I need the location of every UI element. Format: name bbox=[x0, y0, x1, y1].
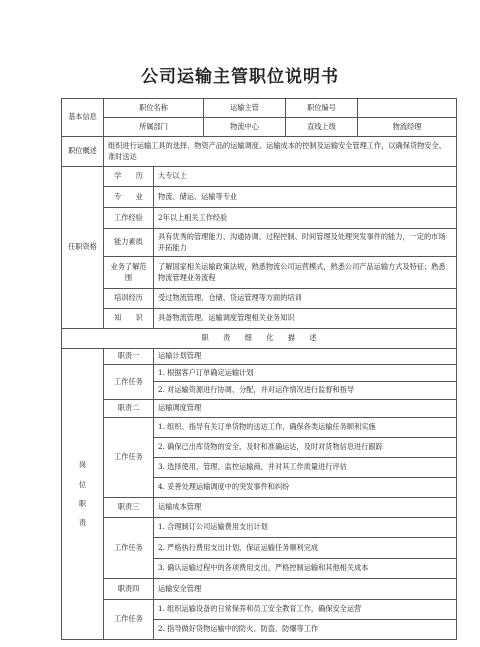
duties-label bbox=[62, 349, 104, 640]
duty-task: 1. 根据客户订单确定运输计划 bbox=[154, 365, 457, 382]
job-description-table bbox=[61, 98, 457, 640]
duty-task: 2. 严格执行费用支出计划，保证运输任务顺利完成 bbox=[154, 538, 457, 559]
qual-row-label: 业务了解范围 bbox=[104, 257, 154, 289]
duties-label-char: 位 bbox=[78, 479, 87, 489]
duty-task: 2. 确保已出库货物的安全、及时和准确运达，及时对货物信息进行跟踪 bbox=[154, 438, 457, 458]
duty-task: 1. 合理制订公司运输费用支出计划 bbox=[154, 518, 457, 538]
duty-label: 职责二 bbox=[104, 400, 154, 418]
duty-label: 职责四 bbox=[104, 579, 154, 600]
position-no-value bbox=[358, 99, 457, 118]
superior-label: 直线上级 bbox=[286, 118, 358, 137]
duty-task: 1. 组织运输设备的日常保养和员工安全教育工作，确保安全运营 bbox=[154, 600, 457, 620]
qual-row-label: 培训经历 bbox=[104, 289, 154, 309]
duty-task: 4. 妥善处理运输调度中的突发事件和纠纷 bbox=[154, 478, 457, 498]
duty-task: 2. 指导做好货物运输中的防火、防盗、防爆等工作 bbox=[154, 620, 457, 640]
qual-row-label: 专 业 bbox=[104, 187, 154, 208]
qual-row-value: 大专以上 bbox=[154, 167, 457, 187]
duty-title: 运输安全管理 bbox=[154, 579, 457, 600]
qual-row-value: 物流、储运、运输等专业 bbox=[154, 187, 457, 208]
duty-title: 运输调度管理 bbox=[154, 400, 457, 418]
work-task-label: 工作任务 bbox=[104, 365, 154, 400]
qual-row-value: 具备物流管理、运输调度管理相关业务知识 bbox=[154, 309, 457, 329]
qualification-label: 任职资格 bbox=[62, 167, 104, 329]
qual-row-value: 了解国家相关运输政策法规，熟悉物流公司运营模式，熟悉公司产品运输方式及特征；熟悉物流管理业务流程 bbox=[154, 257, 457, 289]
duties-label-char: 岗 bbox=[78, 460, 87, 470]
duty-section-header: 职 责 细 化 描 述 bbox=[62, 329, 457, 349]
qual-row-label: 能力素质 bbox=[104, 229, 154, 257]
department-label: 所属部门 bbox=[104, 118, 204, 137]
qual-row-label: 知 识 bbox=[104, 309, 154, 329]
overview-text: 组织进行运输工具的选择、物资产品的运输调度、运输成本的控制及运输安全管理工作，以确保货物安全、准时送达 bbox=[104, 137, 457, 167]
overview-label: 职位概述 bbox=[62, 137, 104, 167]
department-value: 物流中心 bbox=[204, 118, 286, 137]
document-title: 公司运输主管职位说明书 bbox=[141, 67, 339, 87]
qual-row-label: 工作经验 bbox=[104, 208, 154, 229]
work-task-label: 工作任务 bbox=[104, 518, 154, 579]
qual-row-label: 学 历 bbox=[104, 167, 154, 187]
duty-task: 2. 对运输资源进行协调、分配，并对运作情况进行监督和指导 bbox=[154, 382, 457, 400]
position-name-value: 运输主管 bbox=[204, 99, 286, 118]
position-name-label: 职位名称 bbox=[104, 99, 204, 118]
duty-title: 运输计划管理 bbox=[154, 349, 457, 365]
duty-label: 职责三 bbox=[104, 498, 154, 518]
basic-info-label: 基本信息 bbox=[62, 99, 104, 137]
duty-task: 3. 确认运输过程中的各项费用支出，严格控制运输和其他相关成本 bbox=[154, 559, 457, 579]
duty-label: 职责一 bbox=[104, 349, 154, 365]
duties-label-char: 职 bbox=[78, 499, 87, 508]
duty-task: 3. 选择使用、管理、监控运输商，并对其工作质量进行评估 bbox=[154, 458, 457, 478]
work-task-label: 工作任务 bbox=[104, 600, 154, 640]
qual-row-value: 具有优秀的管理能力、沟通协调、过程控制、时间管理及处理突发事件的能力，一定的市场开拓能力 bbox=[154, 229, 457, 257]
position-no-label: 职位编号 bbox=[286, 99, 358, 118]
duties-label-char: 责 bbox=[78, 518, 87, 528]
duty-title: 运输成本管理 bbox=[154, 498, 457, 518]
work-task-label: 工作任务 bbox=[104, 418, 154, 498]
superior-value: 物流经理 bbox=[358, 118, 457, 137]
duty-task: 1. 组织、指导有关订单货物的送达工作，确保各类运输任务顺利实施 bbox=[154, 418, 457, 438]
qual-row-value: 2年以上相关工作经验 bbox=[154, 208, 457, 229]
qual-row-value: 受过物流管理、仓储、货运管理等方面的培训 bbox=[154, 289, 457, 309]
